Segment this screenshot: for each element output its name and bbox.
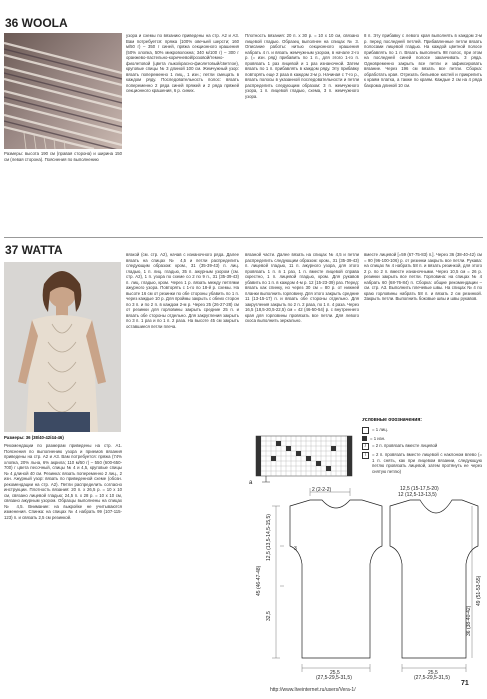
watta-column-4: вместе лицевой [=59 (67-75-83) п.]. Через 36 (38-40-42) см = 90 (96-100-106) р. от резинки закрыть все петли. Рукава: на спицах № 4 набрать 58 п. и вязать резинкой, для этого 2 р. по 2 п. вместе изнаночными. Через 10,5 см = 26 р. резинки закрыть все петли. Горловина: на спицах № 4 набрать 60 (68-76-84) п. Сборка: общие рекомендации – см. стр. А3. Выполнить плечевые швы. На спицах № 4 по краю горловины набрать 58 п. и вязать 2 см резинкой. Закрыть петли. Выполнить боковые швы и швы рукавов. bbox=[364, 252, 482, 301]
legend-item-knit: = 1 лиц. bbox=[372, 426, 388, 432]
dim-left-upper: 12,5 (13,5-14,5-15,5) bbox=[266, 514, 272, 561]
purl-icon bbox=[362, 436, 367, 441]
legend-title: Условные обозначения: bbox=[362, 418, 422, 423]
dim-right-total: 49 (51-53-55) bbox=[476, 575, 482, 606]
dim-left-total: 45 (46-47-48) bbox=[256, 565, 262, 596]
k2tog-icon: / bbox=[362, 443, 369, 450]
knit-icon bbox=[362, 427, 369, 434]
woola-column-3: Плотность вязания: 20 п. х 30 р. = 10 х 10 см, связано лицевой гладью. Образец выполнен на спицах № 3. Описание работы: нитью секционного крашения набрать 4 п. и вязать жемчужным узором, в начале 2-го р. (= изн. ряд) прибавить по 1 п., для этого 1-го п. провязать 1 раз лицевой и 1 раз изнаночной. Затем вязать по 1 п. прибавлять в каждом ряду. Эту прибавку повторять еще 2 раза в каждом 2-м р. Начиная с 7-го р., вязать полосы в указанной последовательности и петли распределить следующим образом: 3 п. жемчужного узора, 1 п. лицевой гладью, схема, 3 п. жемчужного узора. bbox=[245, 33, 359, 99]
legend-row bbox=[362, 452, 482, 474]
woola-column-4: 8 п. Эту прибавку с левого края выполнять в каждом 2-м р. перед последней петлей. Прибавленные петли вязать полосами лицевой гладью. На каждой цветной полосе прибавлять по 1 п. Вязать выполнить 98 полос, при этом на последней синей полосе заканчивать 3 ряда. Одновременно закрыть все петли и зафиксировать вязание. Через 196 см вязать все петли. Сборка: обработать края. Отрезать бельевое кистей и прикрепить к краям платка, а также по краям. Каждые 2 см на 4 ряда бахрома длиной 10 см. bbox=[364, 33, 482, 88]
photo-model-top bbox=[4, 262, 121, 432]
photo-shawl bbox=[4, 33, 122, 149]
dim-bottom-right-sizes: (27,5-29,5-31,5) bbox=[414, 675, 450, 680]
dim-armhole: 3 bbox=[294, 546, 297, 552]
section-divider bbox=[4, 237, 483, 238]
legend-row bbox=[362, 443, 482, 450]
page-number: 71 bbox=[461, 680, 469, 687]
legend-item-k2tog: = 2 п. провязать вместе лицевой bbox=[372, 443, 438, 448]
chart-marker-a: a bbox=[249, 480, 253, 486]
dim-right-lower: 36 (38-40-42) bbox=[466, 605, 472, 636]
dim-bottom-right: 25,5 bbox=[428, 670, 438, 676]
watta-column-1: Рекомендации по размерам приведены на стр. А1. Пояснения по выполнению узора и приемов вязания приведены на стр. А2 и А3. Вам потребуется: пряжа (74% хлопка, 20% льна, 6% акрила; 110 м/50 г) – 550 (600-650-700) г цвета песочный, спицы № 4 и 4,5, круговые спицы № 4 длиной 40 см. Резинка: вязать попеременно 2 лиц., 2 изн. Ажурный узор: вязать по приведенной схеме (обозн. рекомендации на стр. А2). Петли распределить согласно инструкции. Плотность вязания: 20 п. х 26,5 р. = 10 х 10 см, связано лицевой гладью; 24,5 п. х 28 р. = 10 х 10 см, связано ажурным узором. Образцы выполнены на спицах № 4,5. Внимание: на выкройке не учитываются изменения. Спинка: на спицах № 4 набрать 99 (107-115-123) п. и связать 2,5 см резинкой. bbox=[4, 443, 122, 520]
watta-caption: Размеры: 36 (38/40-42/44-46) bbox=[4, 435, 64, 440]
section-title-woola: 36 WOOLA bbox=[5, 16, 68, 30]
watta-column-3: вязаной части. Далее вязать на спицах № 4,5 и петли распределить следующим образом: кром., 31 (35-39-43) п. лицевой гладью, 11 п. ажурного узора, для этого провязать 1 п. в 1 раз, 1 п. вместе лицевой справа скрестно, 1 п. лицевой гладью, кром. Для рукавов убавить по 1 п. в каждом 4-м р. 12 (15-23-39) раз. Перед: вязать как спинку, но через 30 см = 80 р. от нижней планки выполнить горловину. Для этого закрыть средние 11 (13-15-17) п. и вязать обе стороны отдельно. Для закругления закрыть по 2 п. 2 раза, по 1 п. 4 раза. Через 16,5 (18,5-20,5-22,5) см = 42 (46-50-54) р. с внутреннего края для горловины провязать все петли. Для левого скоса выполнить зеркально. bbox=[245, 252, 359, 323]
dim-top-right: 12 (12,5-13-13,5) bbox=[398, 492, 437, 498]
dim-bottom-left-sizes: (27,5-29,5-31,5) bbox=[316, 675, 352, 680]
dim-top-right-2: 12,5 (15-17,5-20) bbox=[400, 486, 439, 492]
garment-schematic bbox=[250, 486, 482, 680]
woola-caption: Размеры: высота 190 см (правая сторона) и ширина 150 см (левая сторона). Пояснения по выполнению bbox=[4, 151, 122, 162]
ssk-icon: \ bbox=[362, 452, 369, 459]
footer-url[interactable]: http://www.liveinternet.ru/users/Vera-1/ bbox=[270, 687, 356, 693]
dim-bottom-left: 25,5 bbox=[330, 670, 340, 676]
legend-item-ssk: = 2 п. провязать вместе лицевой с наклоном влево (= 1 п. снять, как при лицевом вязании, следующую петлю провязать лицевой, затем протянуть ее через снятую петлю) bbox=[372, 452, 482, 474]
dim-top-left: 2 (2-2-2) bbox=[312, 487, 332, 493]
legend-item-purl: = 1 изн. bbox=[370, 435, 386, 441]
legend-row bbox=[362, 427, 482, 434]
woola-column-2: узора и схемы по вязанию приведены на стр. А2 и А3. Вам потребуется: пряжа (100% овечьей шерсти; 160 м/50 г) – 350 г синей, пряжа секционного крашения (50% хлопка, 50% микроволокна; 340 м/100 г) – 300 г оранжево-пастельно-коричневой/розовой/темно-фиолетовой (цвета лыко/красно-фиолетовый/светлое), круговые спицы № 3 длиной 100 см. Жемчужный узор: вязать попеременно 1 лиц., 1 изн.; петли смещать в каждом ряду. Последовательность полос: вязать попеременно 2 ряда синей пряжей и 2 ряда пряжей секционного крашения, 6 р. синих. bbox=[126, 33, 239, 93]
dim-left-lower: 32,5 bbox=[266, 611, 272, 621]
watta-column-2: вязкой (см. стр. А2), начав с изнаночного ряда. Далее вязать на спицах № 4,5 и петли распределить следующим образом: кром., 31 (35-39-43) п. лиц. гладью, 1 п. лиц. гладью, 35 п. ажурным узором (см. стр. А2), 1 п. узора по схеме со 2 по 9 п., 31 (35-39-43) п. лиц. гладью, кром. Через 1 р. вязать между петлями ажурного узора. Повторять с 1-го по 18-й р. схемы. На высоте 16 см от резинки по обе стороны убавить по 1 п. через каждые 10 р. Для проймы закрыть с обеих сторон по 3 п. и по 2 п. в каждом 2-м р. Через 25 (26-27-28) см от резинки для горловины закрыть средние 25 п. и вязать обе стороны отдельно. Для закругления закрыть по 3 п. 1 раз и по 1 п. 2 раза. На высоте 45 см закрыть оставшиеся петли плеча. bbox=[126, 252, 239, 329]
section-title-watta: 37 WATTA bbox=[5, 243, 63, 257]
stitch-chart bbox=[248, 434, 356, 486]
legend-row bbox=[362, 436, 482, 442]
